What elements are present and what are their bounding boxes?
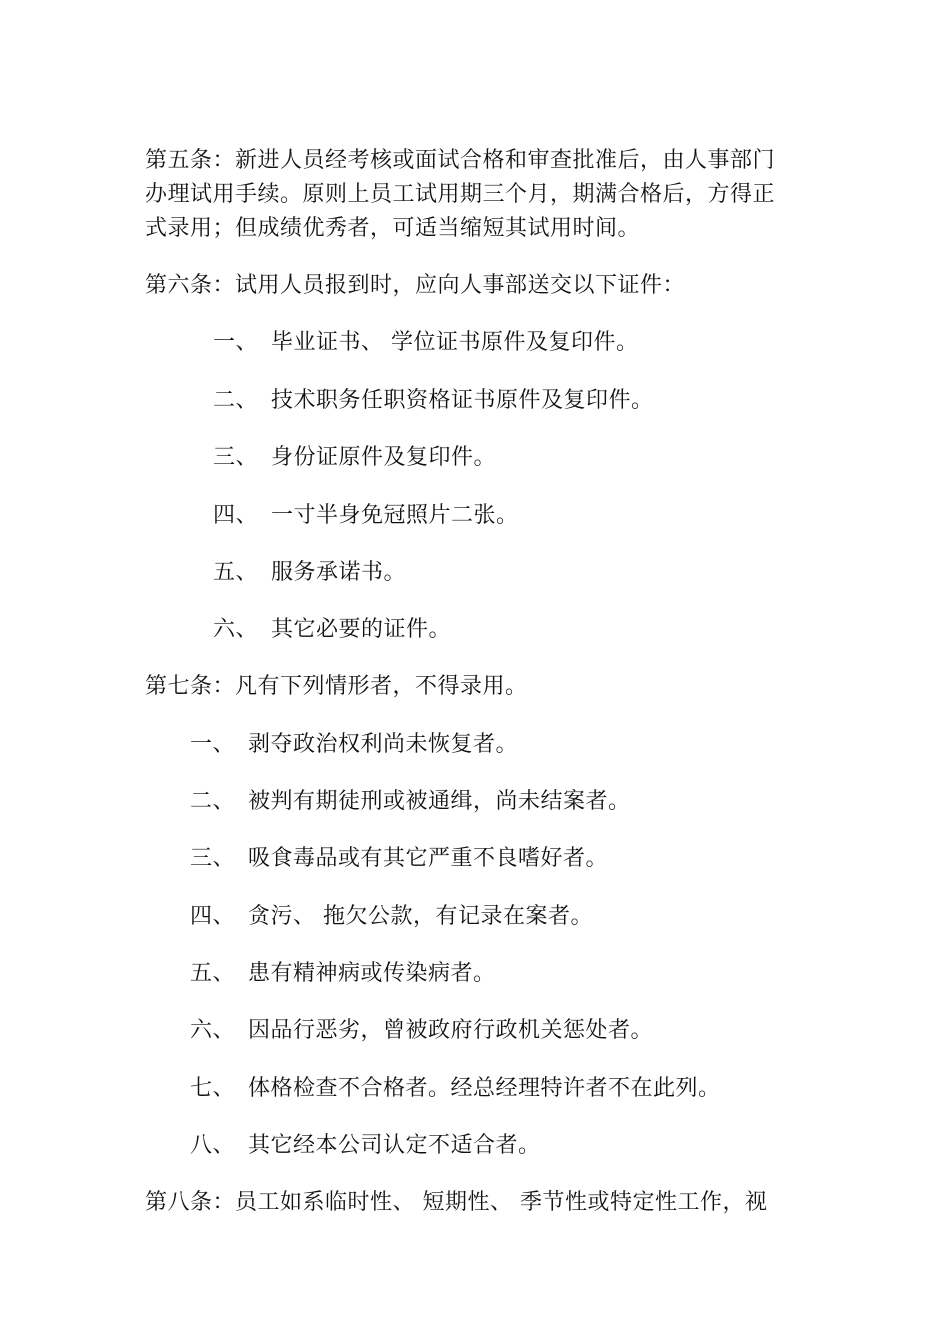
item-number: 二、	[213, 388, 259, 413]
item-number: 八、	[190, 1133, 236, 1158]
item-text: 剥夺政治权利尚未恢复者。	[248, 732, 519, 757]
article7-heading: 第七条：凡有下列情形者，不得录用。	[145, 674, 528, 699]
item-text: 一寸半身免冠照片二张。	[271, 503, 519, 528]
item-text: 身份证原件及复印件。	[271, 445, 497, 470]
item-number: 一、	[190, 732, 236, 757]
article6-item	[213, 557, 813, 589]
article6-item	[213, 614, 813, 646]
item-text: 吸食毒品或有其它严重不良嗜好者。	[248, 846, 609, 871]
item-number: 四、	[190, 904, 236, 929]
article7-item	[190, 958, 810, 990]
item-text: 被判有期徒刑或被通缉，尚未结案者。	[248, 789, 631, 814]
item-text: 服务承诺书。	[271, 560, 407, 585]
item-number: 六、	[190, 1018, 236, 1043]
article5-line-1: 第五条：新进人员经考核或面试合格和审查批准后，由人事部门	[145, 148, 776, 173]
item-number: 一、	[213, 330, 259, 355]
article6-item	[213, 327, 813, 359]
article8-heading: 第八条：员工如系临时性、 短期性、 季节性或特定性工作，视	[145, 1190, 768, 1215]
article7-item	[190, 729, 810, 761]
item-number: 五、	[190, 961, 236, 986]
item-number: 三、	[190, 846, 236, 871]
article7-item	[190, 1130, 810, 1162]
item-text: 技术职务任职资格证书原件及复印件。	[271, 388, 654, 413]
article7-item	[190, 786, 810, 818]
item-number: 四、	[213, 503, 259, 528]
item-number: 六、	[213, 617, 259, 642]
item-text: 其它经本公司认定不适合者。	[248, 1133, 541, 1158]
item-text: 体格检查不合格者。经总经理特许者不在此列。	[248, 1076, 721, 1101]
article7-item	[190, 1015, 810, 1047]
item-text: 贪污、 拖欠公款，有记录在案者。	[248, 904, 593, 929]
article6-item	[213, 442, 813, 474]
article5-line-2: 办理试用手续。原则上员工试用期三个月，期满合格后，方得正	[145, 182, 776, 207]
article7-item	[190, 1073, 810, 1105]
item-text: 因品行恶劣，曾被政府行政机关惩处者。	[248, 1018, 654, 1043]
item-number: 七、	[190, 1076, 236, 1101]
article5-line-3: 式录用；但成绩优秀者，可适当缩短其试用时间。	[145, 216, 641, 241]
item-text: 毕业证书、 学位证书原件及复印件。	[271, 330, 639, 355]
article6-item	[213, 500, 813, 532]
article7-item	[190, 843, 810, 875]
item-number: 三、	[213, 445, 259, 470]
article6-heading: 第六条：试用人员报到时，应向人事部送交以下证件：	[145, 273, 686, 298]
item-number: 二、	[190, 789, 236, 814]
article6-item	[213, 385, 813, 417]
item-text: 患有精神病或传染病者。	[248, 961, 496, 986]
article7-item	[190, 901, 810, 933]
item-text: 其它必要的证件。	[271, 617, 452, 642]
item-number: 五、	[213, 560, 259, 585]
